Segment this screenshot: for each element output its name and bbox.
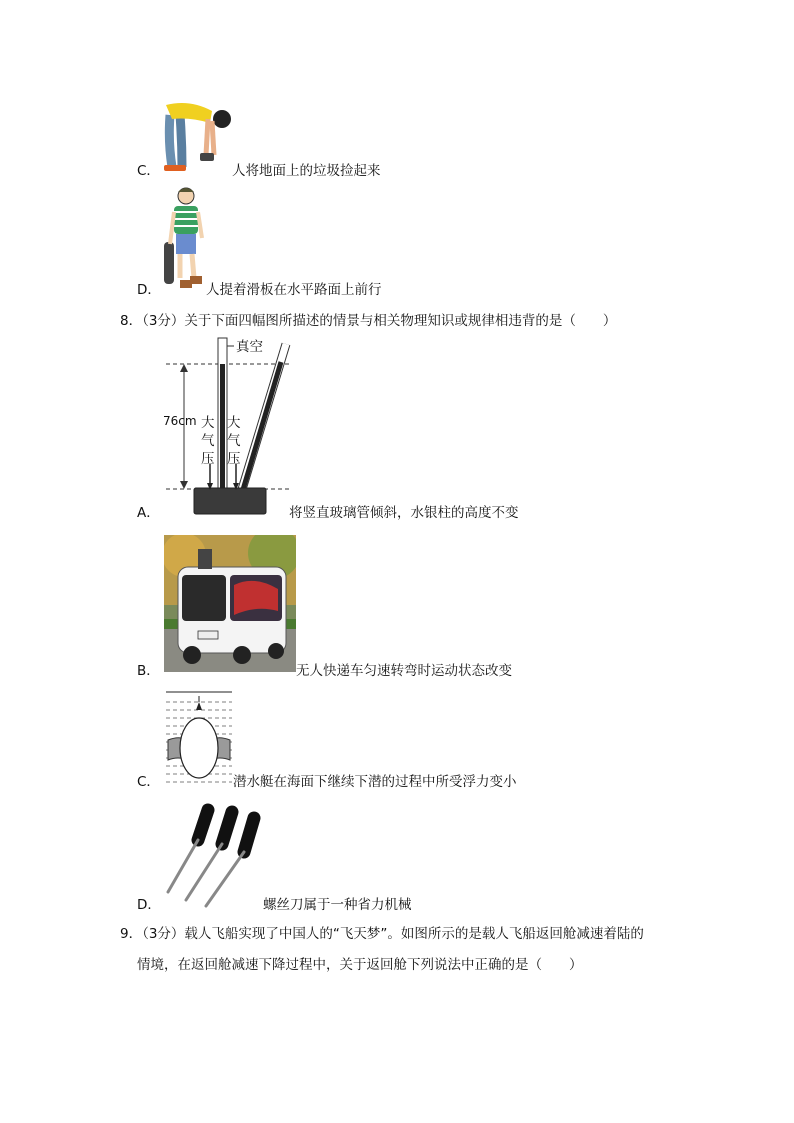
q8-option-c (137, 773, 160, 791)
vacuum-label: 真空 (236, 339, 263, 355)
submarine-figure (164, 690, 234, 784)
screwdrivers-photo (162, 800, 262, 910)
q9-line-1: 9．（3分）载人飞船实现了中国人的“飞天梦”。如图所示的是载人飞船返回舱减速着陆的 (120, 926, 644, 942)
q8-option-b (137, 662, 160, 680)
option-letter: C． (137, 774, 160, 790)
q8-option-d-text: 螺丝刀属于一种省力机械 (263, 897, 412, 913)
q7-option-d-text: 人提着滑板在水平路面上前行 (206, 282, 382, 298)
option-letter: A． (137, 505, 160, 521)
q7-option-d (137, 281, 161, 299)
height-label: 76cm (163, 414, 197, 428)
q7-option-c (137, 162, 160, 180)
delivery-vehicle-photo (164, 535, 296, 672)
pressure-label-left: 大 气 压 (201, 415, 215, 467)
q8-option-a-text: 将竖直玻璃管倾斜，水银柱的高度不变 (289, 505, 519, 521)
q8-option-d (137, 896, 161, 914)
q8-option-b-text: 无人快递车匀速转弯时运动状态改变 (296, 663, 512, 679)
option-letter: C． (137, 163, 160, 179)
option-letter: D． (137, 897, 161, 913)
q8-option-a (137, 504, 160, 522)
pressure-label-right: 大 气 压 (227, 415, 241, 467)
bending-person-figure (160, 97, 236, 175)
option-letter: D． (137, 282, 161, 298)
q7-option-c-text: 人将地面上的垃圾捡起来 (232, 163, 381, 179)
q8-option-c-text: 潜水艇在海面下继续下潜的过程中所受浮力变小 (233, 774, 517, 790)
q8-stem: 8．（3分）关于下面四幅图所描述的情景与相关物理知识或规律相违背的是（ ） (120, 313, 617, 329)
person-with-skateboard-figure (160, 186, 210, 294)
option-letter: B． (137, 663, 160, 679)
q9-line-2: 情境，在返回舱减速下降过程中，关于返回舱下列说法中正确的是（ ） (137, 957, 583, 973)
